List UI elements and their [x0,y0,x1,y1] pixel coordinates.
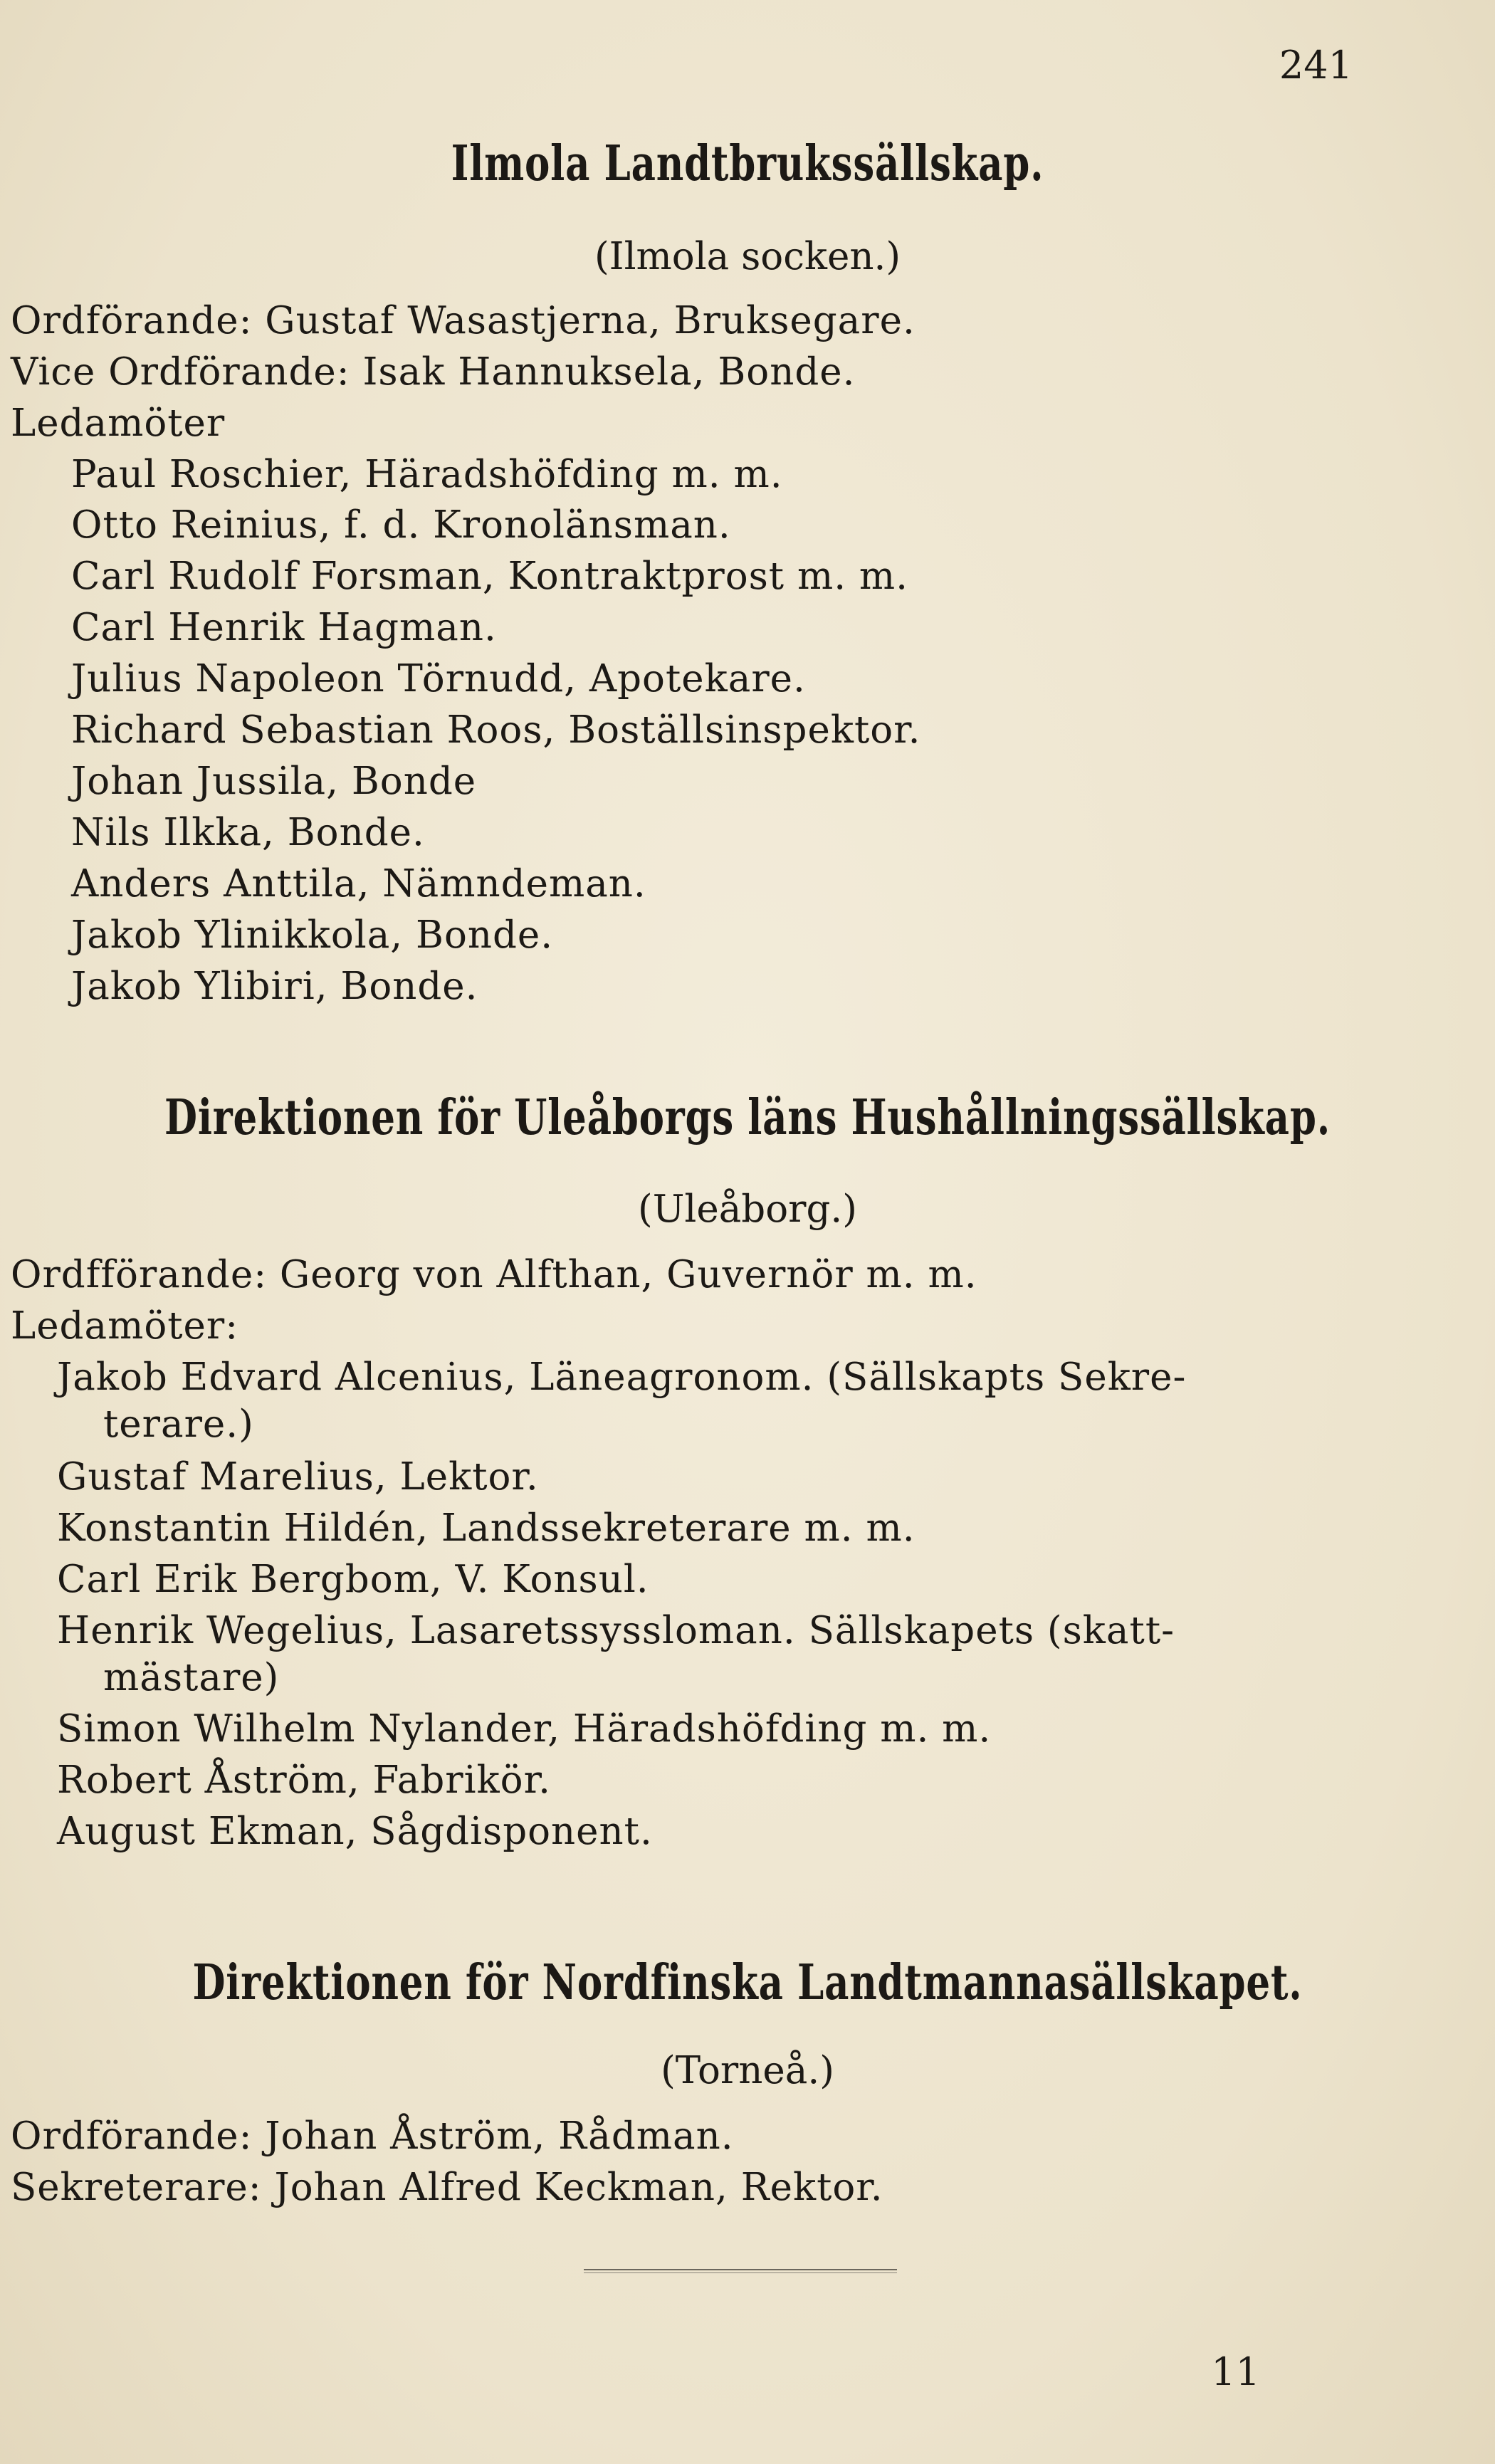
member-line: Jakob Ylinikkola, Bonde. [71,913,554,957]
member-line: Otto Reinius, f. d. Kronolänsman. [71,503,731,547]
signature-mark: 11 [1211,2349,1260,2394]
vice-chair-line: Vice Ordförande: Isak Hannuksela, Bonde. [11,350,856,394]
member-line: Richard Sebastian Roos, Boställsinspektor. [71,708,921,752]
section-title: Direktionen för Nordfinska Landtmannasällskapet. [192,1954,1303,2011]
section-title: Ilmola Landtbrukssällskap. [451,135,1044,192]
page-number: 241 [1279,43,1353,88]
member-line: Anders Anttila, Nämndeman. [71,862,646,906]
member-line: Paul Roschier, Häradshöfding m. m. [71,453,783,496]
member-line-cont: mästare) [103,1656,280,1699]
divider-rule [584,2269,897,2273]
member-line: Carl Rudolf Forsman, Kontraktprost m. m. [71,555,909,598]
member-line-cont: terare.) [103,1403,254,1446]
member-line: August Ekman, Sågdisponent. [57,1810,653,1853]
chair-line: Ordförande: Gustaf Wasastjerna, Bruksegare. [11,299,916,342]
member-line: Carl Erik Bergbom, V. Konsul. [57,1558,649,1601]
chair-line: Ordfförande: Georg von Alfthan, Guvernör m. m. [11,1253,977,1296]
member-line: Nils Ilkka, Bonde. [71,811,425,854]
chair-line: Ordförande: Johan Åström, Rådman. [11,2114,734,2158]
section-title: Direktionen för Uleåborgs läns Hushållningssällskap. [164,1089,1331,1146]
member-line: Julius Napoleon Törnudd, Apotekare. [71,657,806,701]
members-label: Ledamöter [11,402,226,445]
member-line: Konstantin Hildén, Landssekreterare m. m. [57,1506,916,1550]
section-subtitle: (Uleåborg.) [638,1188,857,1231]
section-subtitle: (Ilmola socken.) [594,235,901,278]
member-line: Carl Henrik Hagman. [71,606,497,649]
member-line: Robert Åström, Fabrikör. [57,1758,551,1802]
member-line: Jakob Edvard Alcenius, Läneagronom. (Sällskapts Sekre- [57,1356,1187,1399]
member-line: Jakob Ylibiri, Bonde. [71,965,478,1008]
member-line: Simon Wilhelm Nylander, Häradshöfding m. m. [57,1707,992,1751]
member-line: Johan Jussila, Bonde [71,760,477,803]
secretary-line: Sekreterare: Johan Alfred Keckman, Rektor. [11,2166,883,2209]
members-label: Ledamöter: [11,1304,239,1348]
member-line: Gustaf Marelius, Lektor. [57,1455,539,1499]
section-subtitle: (Torneå.) [661,2049,834,2092]
member-line: Henrik Wegelius, Lasaretssyssloman. Sällskapets (skatt- [57,1609,1175,1652]
